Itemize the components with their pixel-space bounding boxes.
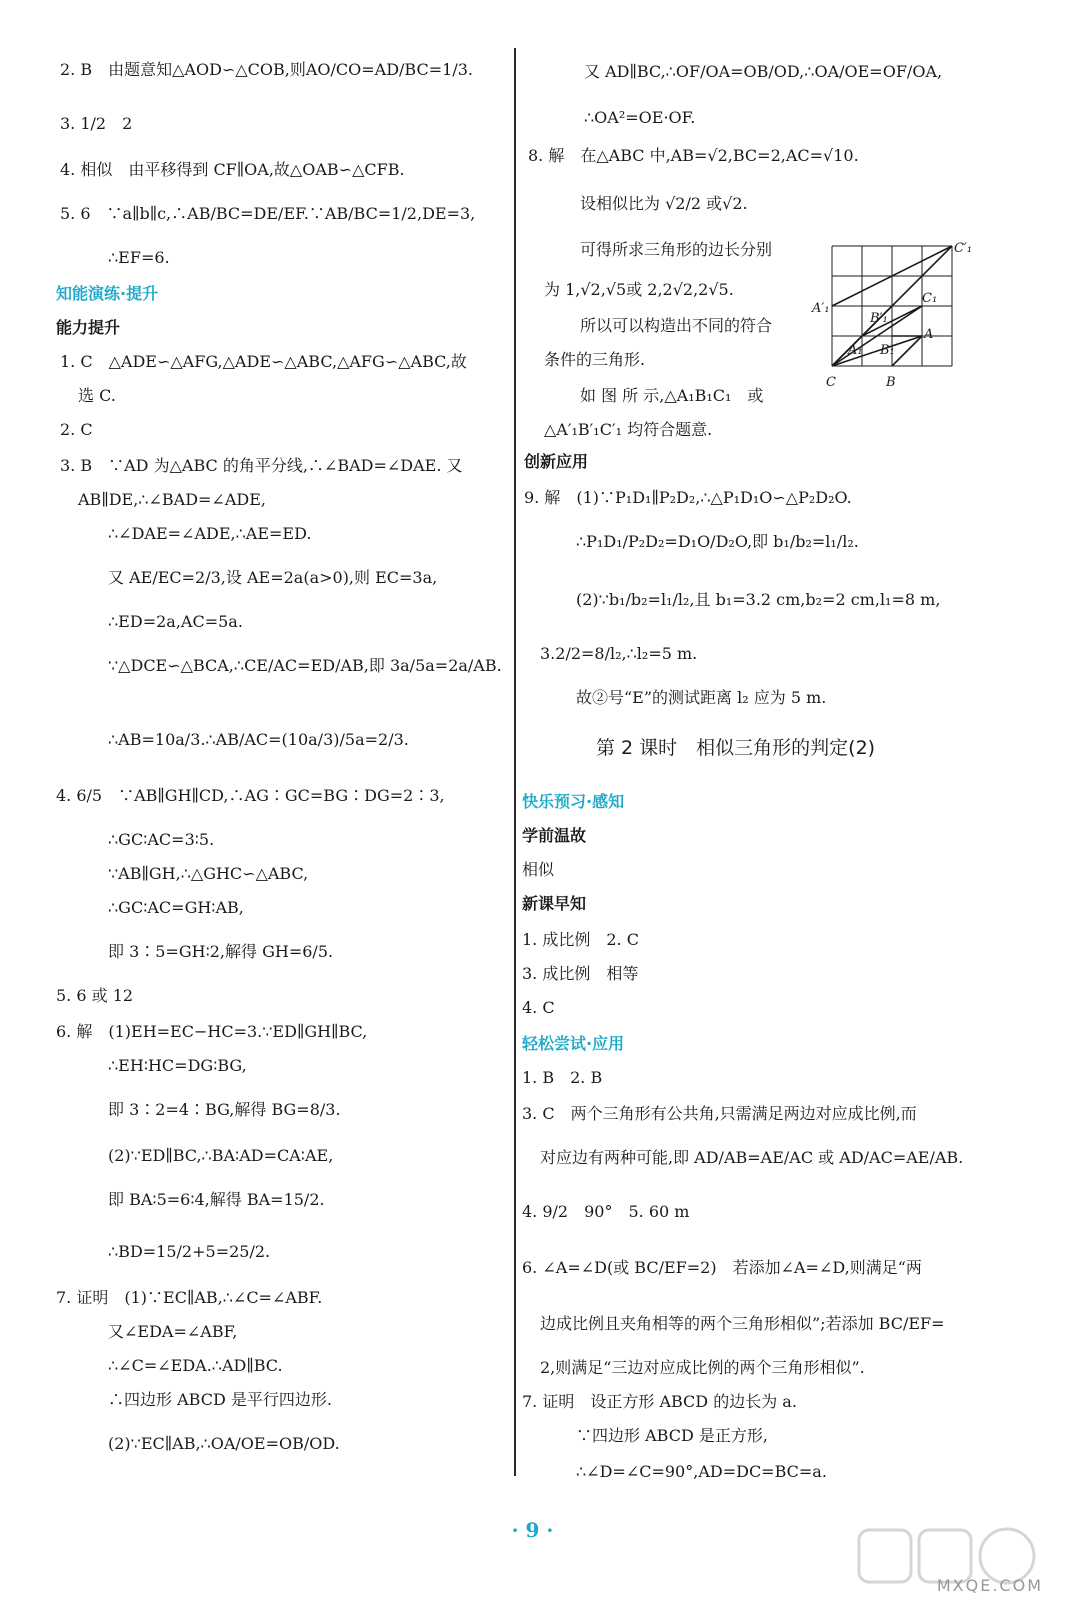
right-line: 6. ∠A=∠D(或 BC/EF=2) 若添加∠A=∠D,则满足“两 <box>522 1258 922 1277</box>
left-line: 2. C <box>60 420 93 439</box>
right-line: 1. B 2. B <box>522 1068 603 1087</box>
right-line: 8. 解 在△ABC 中,AB=√2,BC=2,AC=√10. <box>528 146 859 165</box>
right-line: 快乐预习·感知 <box>522 792 625 811</box>
right-line: 学前温故 <box>522 826 587 845</box>
right-line: 故②号“E”的测试距离 l₂ 应为 5 m. <box>576 688 827 707</box>
left-line: 5. 6 ∵a∥b∥c,∴AB/BC=DE/EF.∵AB/BC=1/2,DE=3, <box>60 204 476 223</box>
left-line: ∵△DCE∽△BCA,∴CE/AC=ED/AB,即 3a/5a=2a/AB. <box>108 656 502 675</box>
left-line: ∴AB=10a/3.∴AB/AC=(10a/3)/5a=2/3. <box>108 730 409 749</box>
right-line: 为 1,√2,√5或 2,2√2,2√5. <box>544 280 734 299</box>
left-line: (2)∵ED∥BC,∴BA∶AD=CA∶AE, <box>108 1146 334 1165</box>
figure-point-label: C <box>826 375 836 390</box>
left-line: 知能演练·提升 <box>56 284 159 303</box>
left-line: 即 3∶2=4∶BG,解得 BG=8/3. <box>108 1100 341 1119</box>
left-line: 3. 1/2 2 <box>60 114 133 133</box>
left-line: 选 C. <box>78 386 116 405</box>
left-line: 3. B ∵AD 为△ABC 的角平分线,∴∠BAD=∠DAE. 又 <box>60 456 463 475</box>
left-line: 能力提升 <box>56 318 121 337</box>
left-line: ∴GC∶AC=3∶5. <box>108 830 215 849</box>
left-line: 即 3∶5=GH∶2,解得 GH=6/5. <box>108 942 334 961</box>
left-line: 7. 证明 (1)∵EC∥AB,∴∠C=∠ABF. <box>56 1288 323 1307</box>
right-line: △A′₁B′₁C′₁ 均符合题意. <box>544 420 713 439</box>
left-line: (2)∵EC∥AB,∴OA/OE=OB/OD. <box>108 1434 340 1453</box>
figure-point-label: C′₁ <box>954 241 973 256</box>
left-line: 又∠EDA=∠ABF, <box>108 1322 238 1341</box>
left-line: 4. 6/5 ∵AB∥GH∥CD,∴AG∶GC=BG∶DG=2∶3, <box>56 786 445 805</box>
figure-point-label: A₁ <box>848 343 863 358</box>
left-line: ∴EH∶HC=DG∶BG, <box>108 1056 247 1075</box>
left-line: ∴EF=6. <box>108 248 170 267</box>
figure-point-label: C₁ <box>922 291 938 306</box>
watermark-text: MXQE.COM <box>936 1576 1043 1595</box>
right-line: 3. 成比例 相等 <box>522 964 639 983</box>
left-line: ∴ED=2a,AC=5a. <box>108 612 243 631</box>
left-line: ∴∠DAE=∠ADE,∴AE=ED. <box>108 524 312 543</box>
right-line: 1. 成比例 2. C <box>522 930 639 949</box>
right-line: 2,则满足“三边对应成比例的两个三角形相似”. <box>540 1358 865 1377</box>
figure-point-label: B₁ <box>880 343 895 358</box>
right-line: 3.2/2=8/l₂,∴l₂=5 m. <box>540 644 698 663</box>
right-line: 7. 证明 设正方形 ABCD 的边长为 a. <box>522 1392 797 1411</box>
right-line: 边成比例且夹角相等的两个三角形相似”;若添加 BC/EF= <box>540 1314 945 1333</box>
right-line: 3. C 两个三角形有公共角,只需满足两边对应成比例,而 <box>522 1104 917 1123</box>
right-line: 9. 解 (1)∵P₁D₁∥P₂D₂,∴△P₁D₁O∽△P₂D₂O. <box>524 488 852 507</box>
right-line: 新课早知 <box>522 894 587 913</box>
left-line: ∴BD=15/2+5=25/2. <box>108 1242 271 1261</box>
left-line: 又 AE/EC=2/3,设 AE=2a(a>0),则 EC=3a, <box>108 568 438 587</box>
left-line: ∴GC∶AC=GH∶AB, <box>108 898 244 917</box>
figure-point-label: A <box>924 327 934 342</box>
right-line: 对应边有两种可能,即 AD/AB=AE/AC 或 AD/AC=AE/AB. <box>540 1148 964 1167</box>
right-line: 创新应用 <box>524 452 589 471</box>
figure-point-label: B′₁ <box>870 311 888 326</box>
left-line: ∴四边形 ABCD 是平行四边形. <box>108 1390 332 1409</box>
grid-triangle-figure <box>808 232 988 392</box>
right-line: ∴∠D=∠C=90°,AD=DC=BC=a. <box>576 1462 827 1481</box>
page-number: · 9 · <box>511 1518 554 1542</box>
left-line: 2. B 由题意知△AOD∽△COB,则AO/CO=AD/BC=1/3. <box>60 60 473 79</box>
right-line: 可得所求三角形的边长分别 <box>580 240 773 259</box>
left-line: ∴∠C=∠EDA.∴AD∥BC. <box>108 1356 283 1375</box>
left-line: 4. 相似 由平移得到 CF∥OA,故△OAB∽△CFB. <box>60 160 405 179</box>
right-line: 4. C <box>522 998 555 1017</box>
right-line: ∵四边形 ABCD 是正方形, <box>576 1426 768 1445</box>
right-line: 所以可以构造出不同的符合 <box>580 316 773 335</box>
right-line: 4. 9/2 90° 5. 60 m <box>522 1202 690 1221</box>
figure-point-label: B <box>886 375 896 390</box>
right-line: 设相似比为 √2/2 或√2. <box>580 194 748 213</box>
left-line: 6. 解 (1)EH=EC−HC=3.∵ED∥GH∥BC, <box>56 1022 368 1041</box>
right-line: ∴OA²=OE·OF. <box>584 108 696 127</box>
left-line: AB∥DE,∴∠BAD=∠ADE, <box>78 490 266 509</box>
right-line: 如 图 所 示,△A₁B₁C₁ 或 <box>580 386 764 405</box>
left-line: 1. C △ADE∽△AFG,△ADE∽△ABC,△AFG∽△ABC,故 <box>60 352 467 371</box>
right-line: 第 2 课时 相似三角形的判定(2) <box>596 737 876 759</box>
right-line: 条件的三角形. <box>544 350 646 369</box>
right-line: ∴P₁D₁/P₂D₂=D₁O/D₂O,即 b₁/b₂=l₁/l₂. <box>576 532 859 551</box>
left-line: 即 BA∶5=6∶4,解得 BA=15/2. <box>108 1190 325 1209</box>
right-line: 轻松尝试·应用 <box>522 1034 625 1053</box>
right-line: 又 AD∥BC,∴OF/OA=OB/OD,∴OA/OE=OF/OA, <box>584 62 943 81</box>
right-line: 相似 <box>522 860 555 879</box>
left-line: ∵AB∥GH,∴△GHC∽△ABC, <box>108 864 309 883</box>
column-divider <box>514 48 516 1476</box>
figure-point-label: A′₁ <box>812 301 830 316</box>
right-line: (2)∵b₁/b₂=l₁/l₂,且 b₁=3.2 cm,b₂=2 cm,l₁=8 m, <box>576 590 941 609</box>
left-line: 5. 6 或 12 <box>56 986 134 1005</box>
